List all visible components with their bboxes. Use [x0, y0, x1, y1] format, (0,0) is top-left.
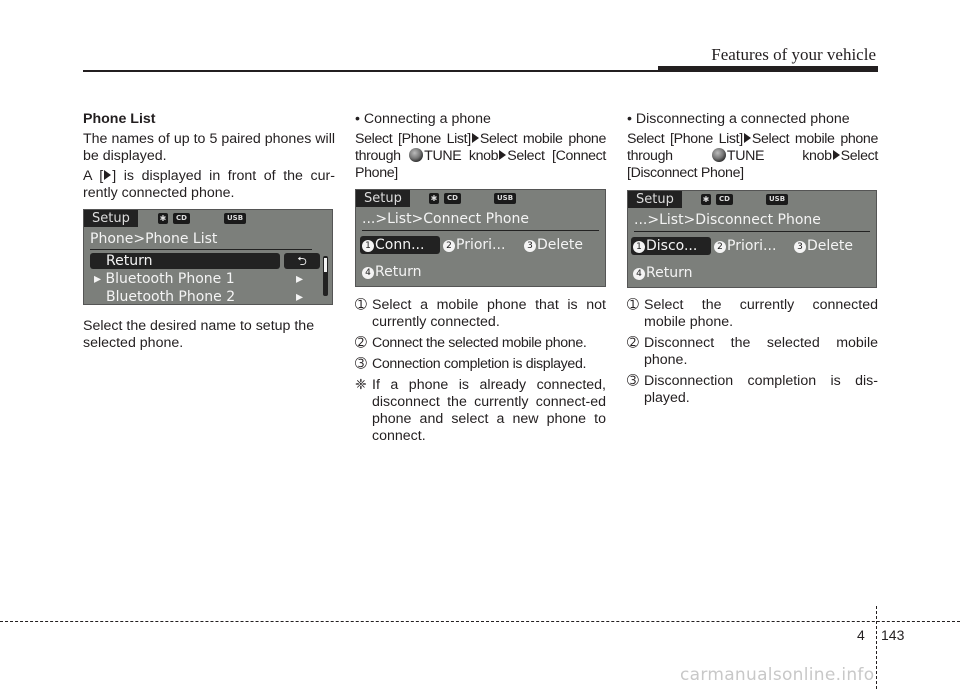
cd-badge: CD — [173, 213, 190, 224]
setup-tab: Setup — [628, 191, 682, 208]
phone-list-column — [83, 111, 335, 202]
screen-path: ...>List>Connect Phone — [362, 211, 529, 227]
header-rule-accent — [658, 66, 878, 72]
instruction-text: Select — [840, 148, 878, 164]
chapter-number: 4 — [857, 627, 865, 643]
option-delete — [524, 237, 583, 253]
phone-item-1-label: Bluetooth Phone 1 — [105, 271, 235, 287]
step-number: ➂ — [355, 356, 367, 372]
step-number: ➁ — [627, 335, 639, 351]
step-text: Disconnection completion is dis-played. — [644, 373, 878, 406]
step-2 — [627, 335, 878, 369]
paragraph-text: ] is displayed in front of the cur-rently connected phone. — [83, 168, 335, 201]
option-disconnect — [633, 238, 697, 254]
instruction — [355, 131, 606, 182]
note — [355, 377, 606, 445]
step-2 — [355, 335, 606, 352]
chevron-right-icon: ▸ — [296, 271, 304, 287]
number-3-icon: 3 — [794, 241, 806, 253]
number-2-icon: 2 — [714, 241, 726, 253]
usb-badge: USB — [224, 213, 246, 224]
phone-list-footer-text — [83, 318, 335, 352]
triangle-icon — [104, 170, 111, 180]
footer-rule — [0, 621, 960, 622]
step-text: Select a mobile phone that is not currently connected. — [372, 297, 606, 330]
step-number: ➀ — [627, 297, 639, 313]
triangle-icon — [472, 133, 479, 143]
option-return — [633, 265, 692, 281]
connect-phone-screen — [355, 189, 606, 287]
option-label: Return — [646, 265, 693, 281]
option-label: Delete — [537, 237, 583, 253]
back-icon: ⮌ — [284, 253, 320, 269]
option-delete — [794, 238, 853, 254]
option-priority — [714, 238, 776, 254]
paragraph: The names of up to 5 paired phones will be displayed. — [83, 131, 335, 164]
option-label: Delete — [807, 238, 853, 254]
triangle-icon — [499, 150, 506, 160]
header-rule — [83, 70, 660, 72]
number-1-icon: 1 — [633, 241, 645, 253]
bluetooth-icon: ✱ — [430, 194, 438, 203]
screen-path: ...>List>Disconnect Phone — [634, 212, 821, 228]
number-2-icon: 2 — [443, 240, 455, 252]
triangle-icon — [833, 150, 840, 160]
instruction-text: TUNE knob — [424, 148, 499, 164]
scrollbar-thumb — [324, 258, 327, 272]
note-text: If a phone is already connected, disconnect the currently connect-ed phone and select a new phone to connect. — [372, 377, 606, 444]
step-1 — [627, 297, 878, 331]
instruction-text: Select [Phone List] — [627, 131, 743, 147]
step-number: ➁ — [355, 335, 367, 351]
connecting-column — [355, 111, 606, 182]
tune-knob-icon — [409, 148, 423, 162]
step-3 — [627, 373, 878, 407]
instruction-text: [Disconnect Phone] — [627, 165, 744, 181]
instruction-text: phone through — [355, 131, 607, 164]
step-number: ➀ — [355, 297, 367, 313]
instruction — [627, 131, 878, 182]
triangle-icon — [744, 133, 751, 143]
cd-badge: CD — [444, 193, 461, 204]
instruction-text: Select mobile — [479, 131, 563, 147]
disconnecting-steps — [627, 297, 878, 411]
bullet-heading: • Disconnecting a connected phone — [627, 111, 850, 127]
bluetooth-icon: ✱ — [702, 195, 710, 204]
option-label: Conn... — [375, 237, 425, 253]
footer-divider — [876, 606, 877, 689]
setup-tab: Setup — [84, 210, 138, 227]
usb-badge: USB — [494, 193, 516, 204]
step-3 — [355, 356, 606, 373]
bluetooth-icon: ✱ — [159, 214, 167, 223]
number-3-icon: 3 — [524, 240, 536, 252]
setup-tab: Setup — [356, 190, 410, 207]
watermark: carmanualsonline.info — [680, 665, 875, 685]
divider — [362, 230, 599, 231]
option-label: Disco... — [646, 238, 698, 254]
bullet-heading: • Connecting a phone — [355, 111, 491, 127]
instruction-text: phone through — [627, 131, 879, 164]
instruction-text: TUNE knob — [726, 148, 832, 164]
number-4-icon: 4 — [633, 268, 645, 280]
step-text: Connect the selected mobile phone. — [372, 335, 587, 351]
instruction-text: Select [Phone List] — [355, 131, 471, 147]
usb-badge: USB — [766, 194, 788, 205]
return-option: Return — [106, 253, 153, 269]
option-label: Return — [375, 264, 422, 280]
disconnect-phone-screen — [627, 190, 877, 288]
phone-item-1: ▸ Bluetooth Phone 1 — [94, 271, 235, 287]
paragraph — [83, 168, 335, 202]
option-connect — [362, 237, 424, 253]
option-label: Priori... — [727, 238, 777, 254]
option-label: Priori... — [456, 237, 506, 253]
disconnecting-column — [627, 111, 878, 182]
step-text: Select the currently connected mobile phone. — [644, 297, 878, 330]
page-number: 143 — [881, 627, 905, 643]
option-return — [362, 264, 421, 280]
option-priority — [443, 237, 505, 253]
paragraph: Select the desired name to setup the selected phone. — [83, 318, 315, 351]
note-mark: ❈ — [355, 377, 367, 393]
step-text: Connection completion is displayed. — [372, 356, 587, 372]
instruction-text: Select mobile — [751, 131, 835, 147]
divider — [90, 249, 312, 250]
instruction-text: Select — [507, 148, 545, 164]
step-text: Disconnect the selected mobile phone. — [644, 335, 878, 368]
step-1 — [355, 297, 606, 331]
section-header-title: Features of your vehicle — [711, 45, 876, 64]
screen-path: Phone>Phone List — [90, 231, 218, 247]
step-number: ➂ — [627, 373, 639, 389]
paragraph-text: A [ — [83, 168, 104, 184]
number-4-icon: 4 — [362, 267, 374, 279]
number-1-icon: 1 — [362, 240, 374, 252]
instruction-text: [Connect Phone] — [355, 148, 607, 181]
phone-item-2: Bluetooth Phone 2 — [106, 289, 236, 305]
divider — [634, 231, 870, 232]
cd-badge: CD — [716, 194, 733, 205]
section-heading: Phone List — [83, 111, 156, 127]
tune-knob-icon — [712, 148, 726, 162]
phone-list-screen — [83, 209, 333, 305]
chevron-right-icon: ▸ — [296, 289, 304, 305]
connecting-steps — [355, 297, 606, 449]
